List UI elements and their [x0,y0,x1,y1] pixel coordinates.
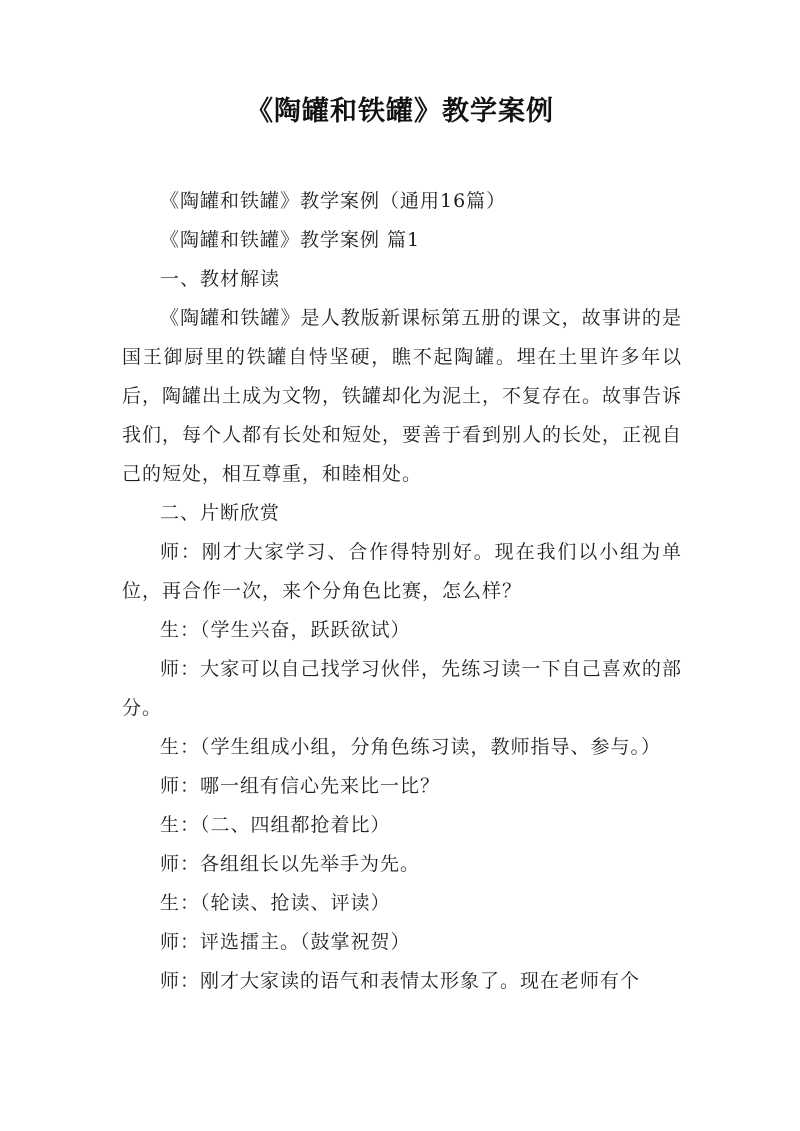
dialogue-line: 生：（二、四组都抢着比） [160,814,391,836]
dialogue-line: 生：（轮读、抢读、评读） [160,892,391,914]
document-title: 《陶罐和铁罐》教学案例 [246,96,554,127]
dialogue-line: 师：各组组长以先举手为先。 [160,853,421,875]
dialogue-line: 师：哪一组有信心先来比一比？ [160,775,441,797]
paragraph-section-label: 《陶罐和铁罐》教学案例 篇1 [160,229,421,251]
paragraph-textbook-analysis: 《陶罐和铁罐》是人教版新课标第五册的课文，故事讲的是国王御厨里的铁罐自恃坚硬，瞧不起陶罐。埋在土里许多年以后，陶罐出土成为文物，铁罐却化为泥土，不复存在。故事告诉我们，每个人都有长处和短处，要善于看到别人的长处，正视自己的短处，相互尊重，和睦相处。 [122,307,683,485]
heading-excerpt: 二、片断欣赏 [160,502,281,524]
dialogue-line: 师：大家可以自己找学习伙伴，先练习读一下自己喜欢的部分。 [122,658,682,719]
dialogue-line: 师：评选擂主。（鼓掌祝贺） [160,931,411,953]
dialogue-line: 师：刚才大家读的语气和表情太形象了。现在老师有个 [160,970,641,992]
paragraph-subtitle: 《陶罐和铁罐》教学案例（通用16篇） [160,190,507,212]
dialogue-line: 师：刚才大家学习、合作得特别好。现在我们以小组为单位，再合作一次，来个分角色比赛，怎么样？ [122,541,682,602]
dialogue-line: 生：（学生组成小组，分角色练习读，教师指导、参与。） [160,736,662,758]
heading-textbook-analysis: 一、教材解读 [160,268,281,290]
dialogue-line: 生：（学生兴奋，跃跃欲试） [160,619,411,641]
document-body [122,182,682,1001]
